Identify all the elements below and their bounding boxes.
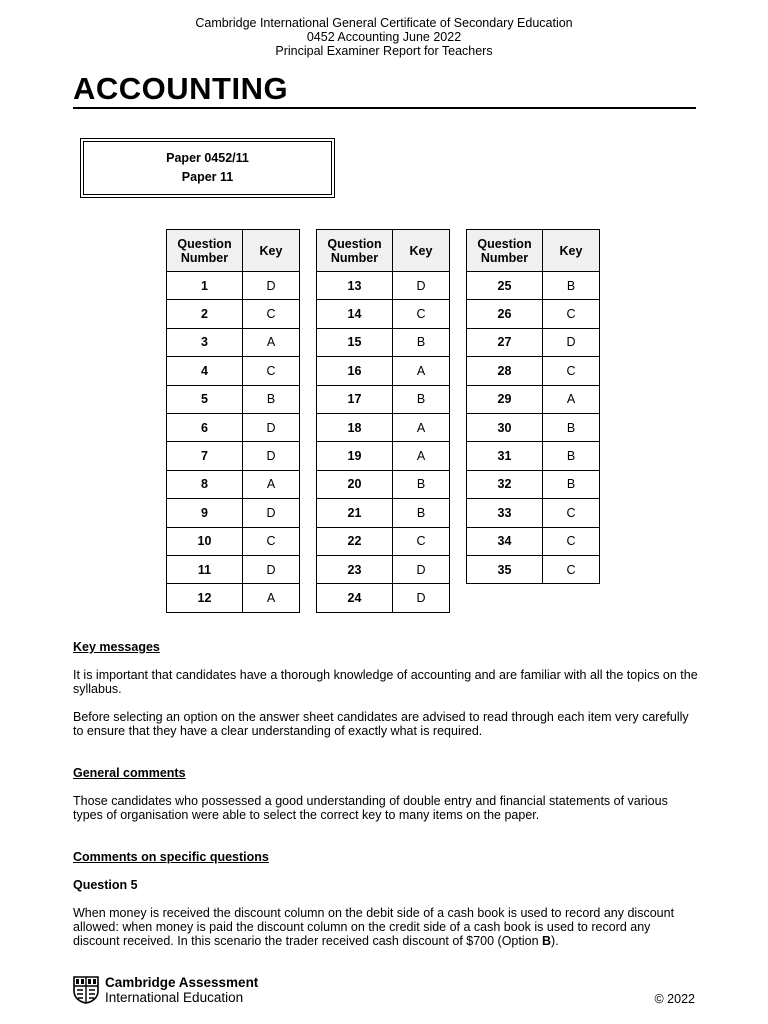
key-cell: B xyxy=(393,499,450,527)
question-number-cell: 28 xyxy=(467,357,543,385)
key-cell: C xyxy=(243,300,300,328)
key-cell: A xyxy=(243,328,300,356)
question-number-cell: 31 xyxy=(467,442,543,470)
question-number-cell: 35 xyxy=(467,555,543,583)
key-cell: A xyxy=(393,357,450,385)
table-row xyxy=(467,328,600,356)
question-number-cell: 14 xyxy=(317,300,393,328)
question-number-cell: 32 xyxy=(467,470,543,498)
answer-key-table-2 xyxy=(316,229,450,613)
cambridge-logo xyxy=(73,975,258,1005)
table-row xyxy=(467,413,600,441)
table-header-row xyxy=(167,230,300,272)
question-number-cell: 23 xyxy=(317,555,393,583)
question-number-cell: 18 xyxy=(317,413,393,441)
key-cell: C xyxy=(393,300,450,328)
answer-key-table-3 xyxy=(466,229,600,584)
key-cell: B xyxy=(393,328,450,356)
question-5-paragraph xyxy=(73,906,698,948)
question-number-cell: 34 xyxy=(467,527,543,555)
table-row xyxy=(467,555,600,583)
key-cell: A xyxy=(393,442,450,470)
key-header: Key xyxy=(243,230,300,272)
general-comments-paragraph: Those candidates who possessed a good understanding of double entry and financial statements of various types of organisation were able to select the correct key to many items on the paper. xyxy=(73,794,668,822)
question-number-cell: 10 xyxy=(167,527,243,555)
question-number-cell: 33 xyxy=(467,499,543,527)
key-cell: C xyxy=(393,527,450,555)
question-number-cell: 30 xyxy=(467,413,543,441)
paper-code: Paper 0452/11 xyxy=(166,151,249,165)
key-header: Key xyxy=(543,230,600,272)
table-row xyxy=(167,413,300,441)
specific-comments-section xyxy=(73,850,698,948)
copyright: © 2022 xyxy=(654,992,695,1006)
key-cell: C xyxy=(543,555,600,583)
question-number-header: Question Number xyxy=(167,230,243,272)
key-cell: B xyxy=(243,385,300,413)
question-number-cell: 26 xyxy=(467,300,543,328)
question-number-cell: 16 xyxy=(317,357,393,385)
question-5-text: When money is received the discount column on the debit side of a cash book is used to record any discount allowed: when money is paid the discount column on the credit side of a cash book is used to record any discount received. In this scenario the trader received cash discount of $700 (Option xyxy=(73,906,675,948)
key-cell: B xyxy=(393,385,450,413)
key-cell: D xyxy=(243,499,300,527)
key-cell: A xyxy=(393,413,450,441)
key-cell: B xyxy=(543,413,600,441)
table-row xyxy=(467,442,600,470)
header-line-1: Cambridge International General Certificate of Secondary Education xyxy=(195,16,573,30)
key-cell: C xyxy=(543,357,600,385)
question-number-cell: 19 xyxy=(317,442,393,470)
general-comments-section xyxy=(73,766,698,822)
paper-number: Paper 11 xyxy=(181,170,234,184)
table-row xyxy=(317,328,450,356)
general-comments-heading: General comments xyxy=(73,766,186,780)
key-cell: C xyxy=(543,499,600,527)
table-row xyxy=(467,385,600,413)
header-line-2: 0452 Accounting June 2022 xyxy=(306,30,462,44)
key-cell: B xyxy=(543,272,600,300)
table-row xyxy=(317,300,450,328)
question-number-cell: 13 xyxy=(317,272,393,300)
question-number-cell: 2 xyxy=(167,300,243,328)
question-number-cell: 15 xyxy=(317,328,393,356)
table-row xyxy=(167,357,300,385)
paper-box xyxy=(80,138,335,198)
table-row xyxy=(317,499,450,527)
key-cell: D xyxy=(243,555,300,583)
table-row xyxy=(317,470,450,498)
question-number-cell: 25 xyxy=(467,272,543,300)
header-line-3: Principal Examiner Report for Teachers xyxy=(275,44,493,58)
question-number-cell: 21 xyxy=(317,499,393,527)
question-number-cell: 8 xyxy=(167,470,243,498)
table-row xyxy=(167,385,300,413)
table-row xyxy=(167,328,300,356)
table-header-row xyxy=(467,230,600,272)
key-cell: C xyxy=(543,527,600,555)
table-row xyxy=(317,442,450,470)
question-number-cell: 17 xyxy=(317,385,393,413)
question-number-cell: 6 xyxy=(167,413,243,441)
table-row xyxy=(167,442,300,470)
key-cell: B xyxy=(543,442,600,470)
table-row xyxy=(467,499,600,527)
logo-line-1: Cambridge Assessment xyxy=(105,975,259,990)
page-title: ACCOUNTING xyxy=(73,71,289,106)
table-row xyxy=(167,499,300,527)
table-row xyxy=(317,385,450,413)
question-number-cell: 3 xyxy=(167,328,243,356)
key-cell: D xyxy=(243,442,300,470)
key-cell: C xyxy=(243,357,300,385)
question-number-cell: 29 xyxy=(467,385,543,413)
question-number-cell: 27 xyxy=(467,328,543,356)
specific-comments-heading: Comments on specific questions xyxy=(73,850,269,864)
question-number-header: Question Number xyxy=(317,230,393,272)
table-row xyxy=(467,357,600,385)
question-number-cell: 12 xyxy=(167,584,243,612)
table-row xyxy=(167,584,300,612)
table-row xyxy=(317,357,450,385)
cambridge-shield-icon xyxy=(73,976,99,1004)
key-cell: D xyxy=(393,555,450,583)
key-messages-section xyxy=(73,640,698,738)
question-number-cell: 7 xyxy=(167,442,243,470)
key-cell: D xyxy=(543,328,600,356)
table-header-row xyxy=(317,230,450,272)
question-number-header: Question Number xyxy=(467,230,543,272)
key-messages-heading: Key messages xyxy=(73,640,160,654)
question-number-cell: 5 xyxy=(167,385,243,413)
question-number-cell: 20 xyxy=(317,470,393,498)
table-row xyxy=(317,555,450,583)
question-number-cell: 1 xyxy=(167,272,243,300)
table-row xyxy=(467,300,600,328)
key-cell: D xyxy=(393,272,450,300)
question-5-heading: Question 5 xyxy=(73,878,138,892)
question-number-cell: 11 xyxy=(167,555,243,583)
logo-line-2: International Education xyxy=(105,990,244,1005)
table-row xyxy=(167,555,300,583)
key-cell: A xyxy=(543,385,600,413)
question-number-cell: 24 xyxy=(317,584,393,612)
key-cell: C xyxy=(243,527,300,555)
key-cell: B xyxy=(393,470,450,498)
page-header xyxy=(0,16,768,58)
key-cell: D xyxy=(243,272,300,300)
key-cell: D xyxy=(243,413,300,441)
question-5-text-end: ). xyxy=(551,934,559,948)
table-row xyxy=(167,527,300,555)
table-row xyxy=(167,300,300,328)
key-cell: B xyxy=(543,470,600,498)
table-row xyxy=(467,272,600,300)
table-row xyxy=(317,413,450,441)
table-row xyxy=(317,584,450,612)
key-messages-paragraph-1: It is important that candidates have a thorough knowledge of accounting and are familiar with all the topics on the syllabus. xyxy=(73,668,698,696)
table-row xyxy=(167,470,300,498)
key-cell: A xyxy=(243,584,300,612)
title-rule xyxy=(73,107,696,109)
table-row xyxy=(317,527,450,555)
key-cell: D xyxy=(393,584,450,612)
table-row xyxy=(467,470,600,498)
question-number-cell: 9 xyxy=(167,499,243,527)
key-cell: C xyxy=(543,300,600,328)
answer-key-table-1 xyxy=(166,229,300,613)
key-cell: A xyxy=(243,470,300,498)
table-row xyxy=(467,527,600,555)
question-5-option: B xyxy=(542,934,552,948)
key-header: Key xyxy=(393,230,450,272)
question-number-cell: 22 xyxy=(317,527,393,555)
table-row xyxy=(317,272,450,300)
table-row xyxy=(167,272,300,300)
key-messages-paragraph-2: Before selecting an option on the answer sheet candidates are advised to read through each item very carefully to ensure that they have a clear understanding of exactly what is required. xyxy=(73,710,689,738)
question-number-cell: 4 xyxy=(167,357,243,385)
